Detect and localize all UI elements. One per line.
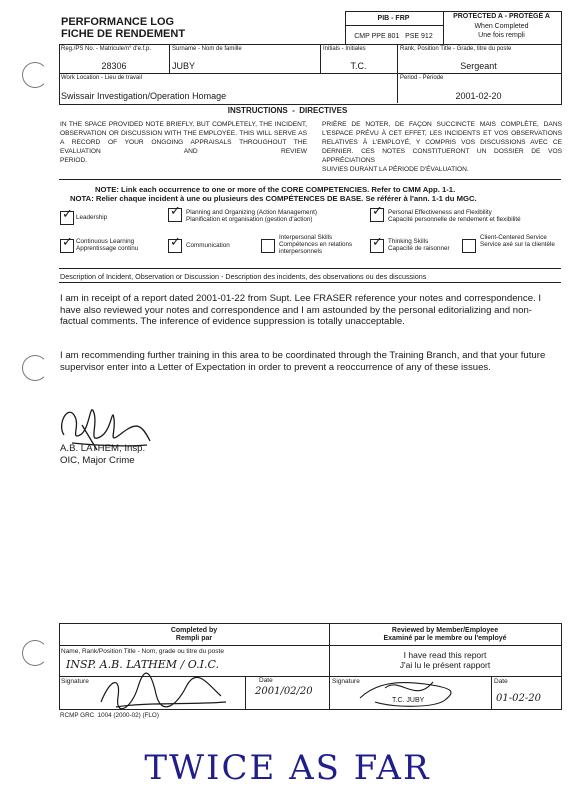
initials-label: Initials - Initiales: [323, 46, 366, 52]
name-rank-label: Name, Rank/Position Title - Nom, grade ou titre du poste: [61, 648, 224, 655]
date-left-value: 2001/02/20: [255, 686, 313, 697]
checkmark-icon: ✓: [62, 207, 73, 222]
date-label-right: Date: [494, 678, 508, 685]
instructions-fr-text: PRIÈRE DE NOTER, DE FAÇON SUCCINCTE MAIS COMPLÈTE, DANS L'ESPACE PRÉVU À CET EFFET, LES INCIDENTS ET VOS OBSERVATIONS RELATIVES À L'EMPLOYÉ, Y COMPRIS VOS DISCUSSIONS AVEC CE DERNIER. CES NOTES CONSTITUERONT UN DOSSIER DE VOS APPRÉCIATIONS: [322, 121, 562, 164]
period-label: Period - Période: [400, 75, 444, 81]
punch-hole-top: [22, 62, 48, 88]
checkmark-icon: ✓: [372, 204, 383, 219]
signature-label-right: Signature: [332, 678, 360, 685]
competency-planning: Planning and Organizing (Action Management) Planification et organisation (gestion d'action): [186, 209, 317, 223]
competency-interpersonal: Interpersonal Skills Compétences en relations interpersonnels: [279, 234, 353, 255]
initials-value: T.C.: [350, 61, 367, 71]
competency-communication: Communication: [186, 242, 230, 249]
checkbox-personal-effectiveness[interactable]: [370, 204, 384, 222]
competency-leadership: Leadership: [76, 214, 108, 221]
period-value: 2001-02-20: [455, 91, 502, 101]
instructions-en: [60, 121, 307, 166]
competency-thinking-skills: Thinking Skills Capacité de raisonner: [388, 238, 450, 252]
reg-value: 28306: [101, 61, 127, 71]
surname-label: Surname - Nom de famille: [172, 46, 242, 52]
surname-value: JUBY: [172, 61, 196, 71]
checkbox-client-service[interactable]: [462, 239, 476, 253]
instructions-fr-last: SUIVIES DURANT LA PÉRIODE D'ÉVALUATION.: [322, 165, 469, 173]
signature-scribble-right: [355, 674, 465, 710]
instructions-heading: INSTRUCTIONS - DIRECTIVES: [227, 106, 348, 115]
signature-scribble-left: [96, 672, 236, 712]
name-rank-value: INSP. A.B. LATHEM / O.I.C.: [66, 658, 219, 671]
protected-line-1: PROTECTED A - PROTÉGÉ A: [453, 13, 550, 20]
checkmark-icon: ✓: [170, 204, 181, 219]
body-paragraph-2: I am recommending further training in this area to be coordinated through the Training Branch, and that your future supervisor enter into a Letter of Expectation in order to prevent a reoccurrence of any of these issues.: [60, 350, 546, 373]
rank-label: Rank, Position Title - Grade, titre du poste: [400, 46, 512, 52]
body-paragraph-1: I am in receipt of a report dated 2001-01-22 from Supt. Lee FRASER reference your notes and correspondence. I have also reviewed your notes and correspondence and I am astounded by the personal editorializing and non-factual comments. The inference of evidence suppression is totally unacceptable.: [60, 293, 542, 328]
note-en: NOTE: Link each occurrence to one or more of the CORE COMPETENCIES. Refer to CMM App. 1-1.: [95, 185, 456, 194]
date-label-left: Date: [259, 677, 273, 684]
protected-line-2: When Completed: [474, 23, 529, 30]
checkmark-icon: ✓: [62, 235, 73, 250]
read-report-en: I have read this report: [403, 650, 487, 660]
pib-label: PIB - FRP: [377, 15, 410, 22]
checkmark-icon: ✓: [170, 235, 181, 250]
checkbox-thinking-skills[interactable]: [370, 235, 384, 253]
read-report-fr: J'ai lu le présent rapport: [399, 660, 491, 670]
date-right-value: 01-02-20: [496, 693, 541, 704]
pib-numbers: CMP PPE 801 PSE 912: [354, 33, 433, 40]
signature-label-left: Signature: [61, 678, 89, 685]
description-label: Description of Incident, Observation or Discussion - Description des incidents, des observations ou des discussions: [60, 272, 427, 281]
checkbox-leadership[interactable]: [60, 207, 74, 225]
reviewed-by-en: Reviewed by Member/Employee: [391, 627, 499, 634]
form-title-fr: FICHE DE RENDEMENT: [61, 28, 186, 40]
completed-by-fr: Rempli par: [175, 635, 213, 642]
rank-value: Sergeant: [460, 61, 497, 71]
checkbox-continuous-learning[interactable]: [60, 235, 74, 253]
location-value: Swissair Investigation/Operation Homage: [61, 91, 227, 101]
banner-text: TWICE AS FAR: [144, 748, 431, 788]
completed-by-en: Completed by: [170, 627, 218, 634]
competency-continuous-learning: Continuous Learning Apprentissage continu: [76, 238, 139, 252]
reviewed-by-fr: Examiné par le membre ou l'employé: [383, 635, 507, 642]
checkmark-icon: ✓: [372, 235, 383, 250]
instructions-en-text: IN THE SPACE PROVIDED NOTE BRIEFLY, BUT COMPLETELY, THE INCIDENT, OBSERVATION OR DISCUSSION WITH THE EMPLOYEE. THIS WILL SERVE AS A RECORD OF YOUR ONGOING APPRAISALS THROUGHOUT THE EVALUATION AND REVIEW: [60, 121, 307, 155]
punch-hole-middle: [22, 355, 48, 381]
instructions-fr: [322, 121, 562, 174]
competency-personal-effectiveness: Personal Effectiveness and Flexibility Capacité personnelle de rendement et flexibilité: [388, 209, 521, 223]
checkbox-interpersonal[interactable]: [261, 239, 275, 253]
checkbox-planning[interactable]: [168, 204, 182, 222]
instructions-en-last: PERIOD.: [60, 156, 88, 164]
signature-title: OIC, Major Crime: [60, 455, 135, 466]
form-title-en: PERFORMANCE LOG: [61, 16, 175, 28]
protected-line-3: Une fois rempli: [478, 32, 525, 39]
punch-hole-bottom: [22, 640, 48, 666]
signature-name: A.B. LATHEM, Insp.: [60, 443, 146, 454]
checkbox-communication[interactable]: [168, 235, 182, 253]
reg-label: Reg./PS No. - Matricule/n° d'e.f.p.: [61, 46, 151, 52]
form-code: RCMP GRC 1004 (2000-02) (FLO): [60, 712, 159, 719]
note-fr: NOTA: Relier chaque incident à une ou plusieurs des COMPÉTENCES DE BASE. Se référer à l'ann. 1-1 du MGC.: [70, 194, 477, 203]
competency-client-service: Client-Centered Service Service axé sur la clientèle: [480, 234, 555, 248]
location-label: Work Location - Lieu de travail: [61, 75, 142, 81]
signature-right-name: T.C. JUBY: [392, 697, 425, 704]
